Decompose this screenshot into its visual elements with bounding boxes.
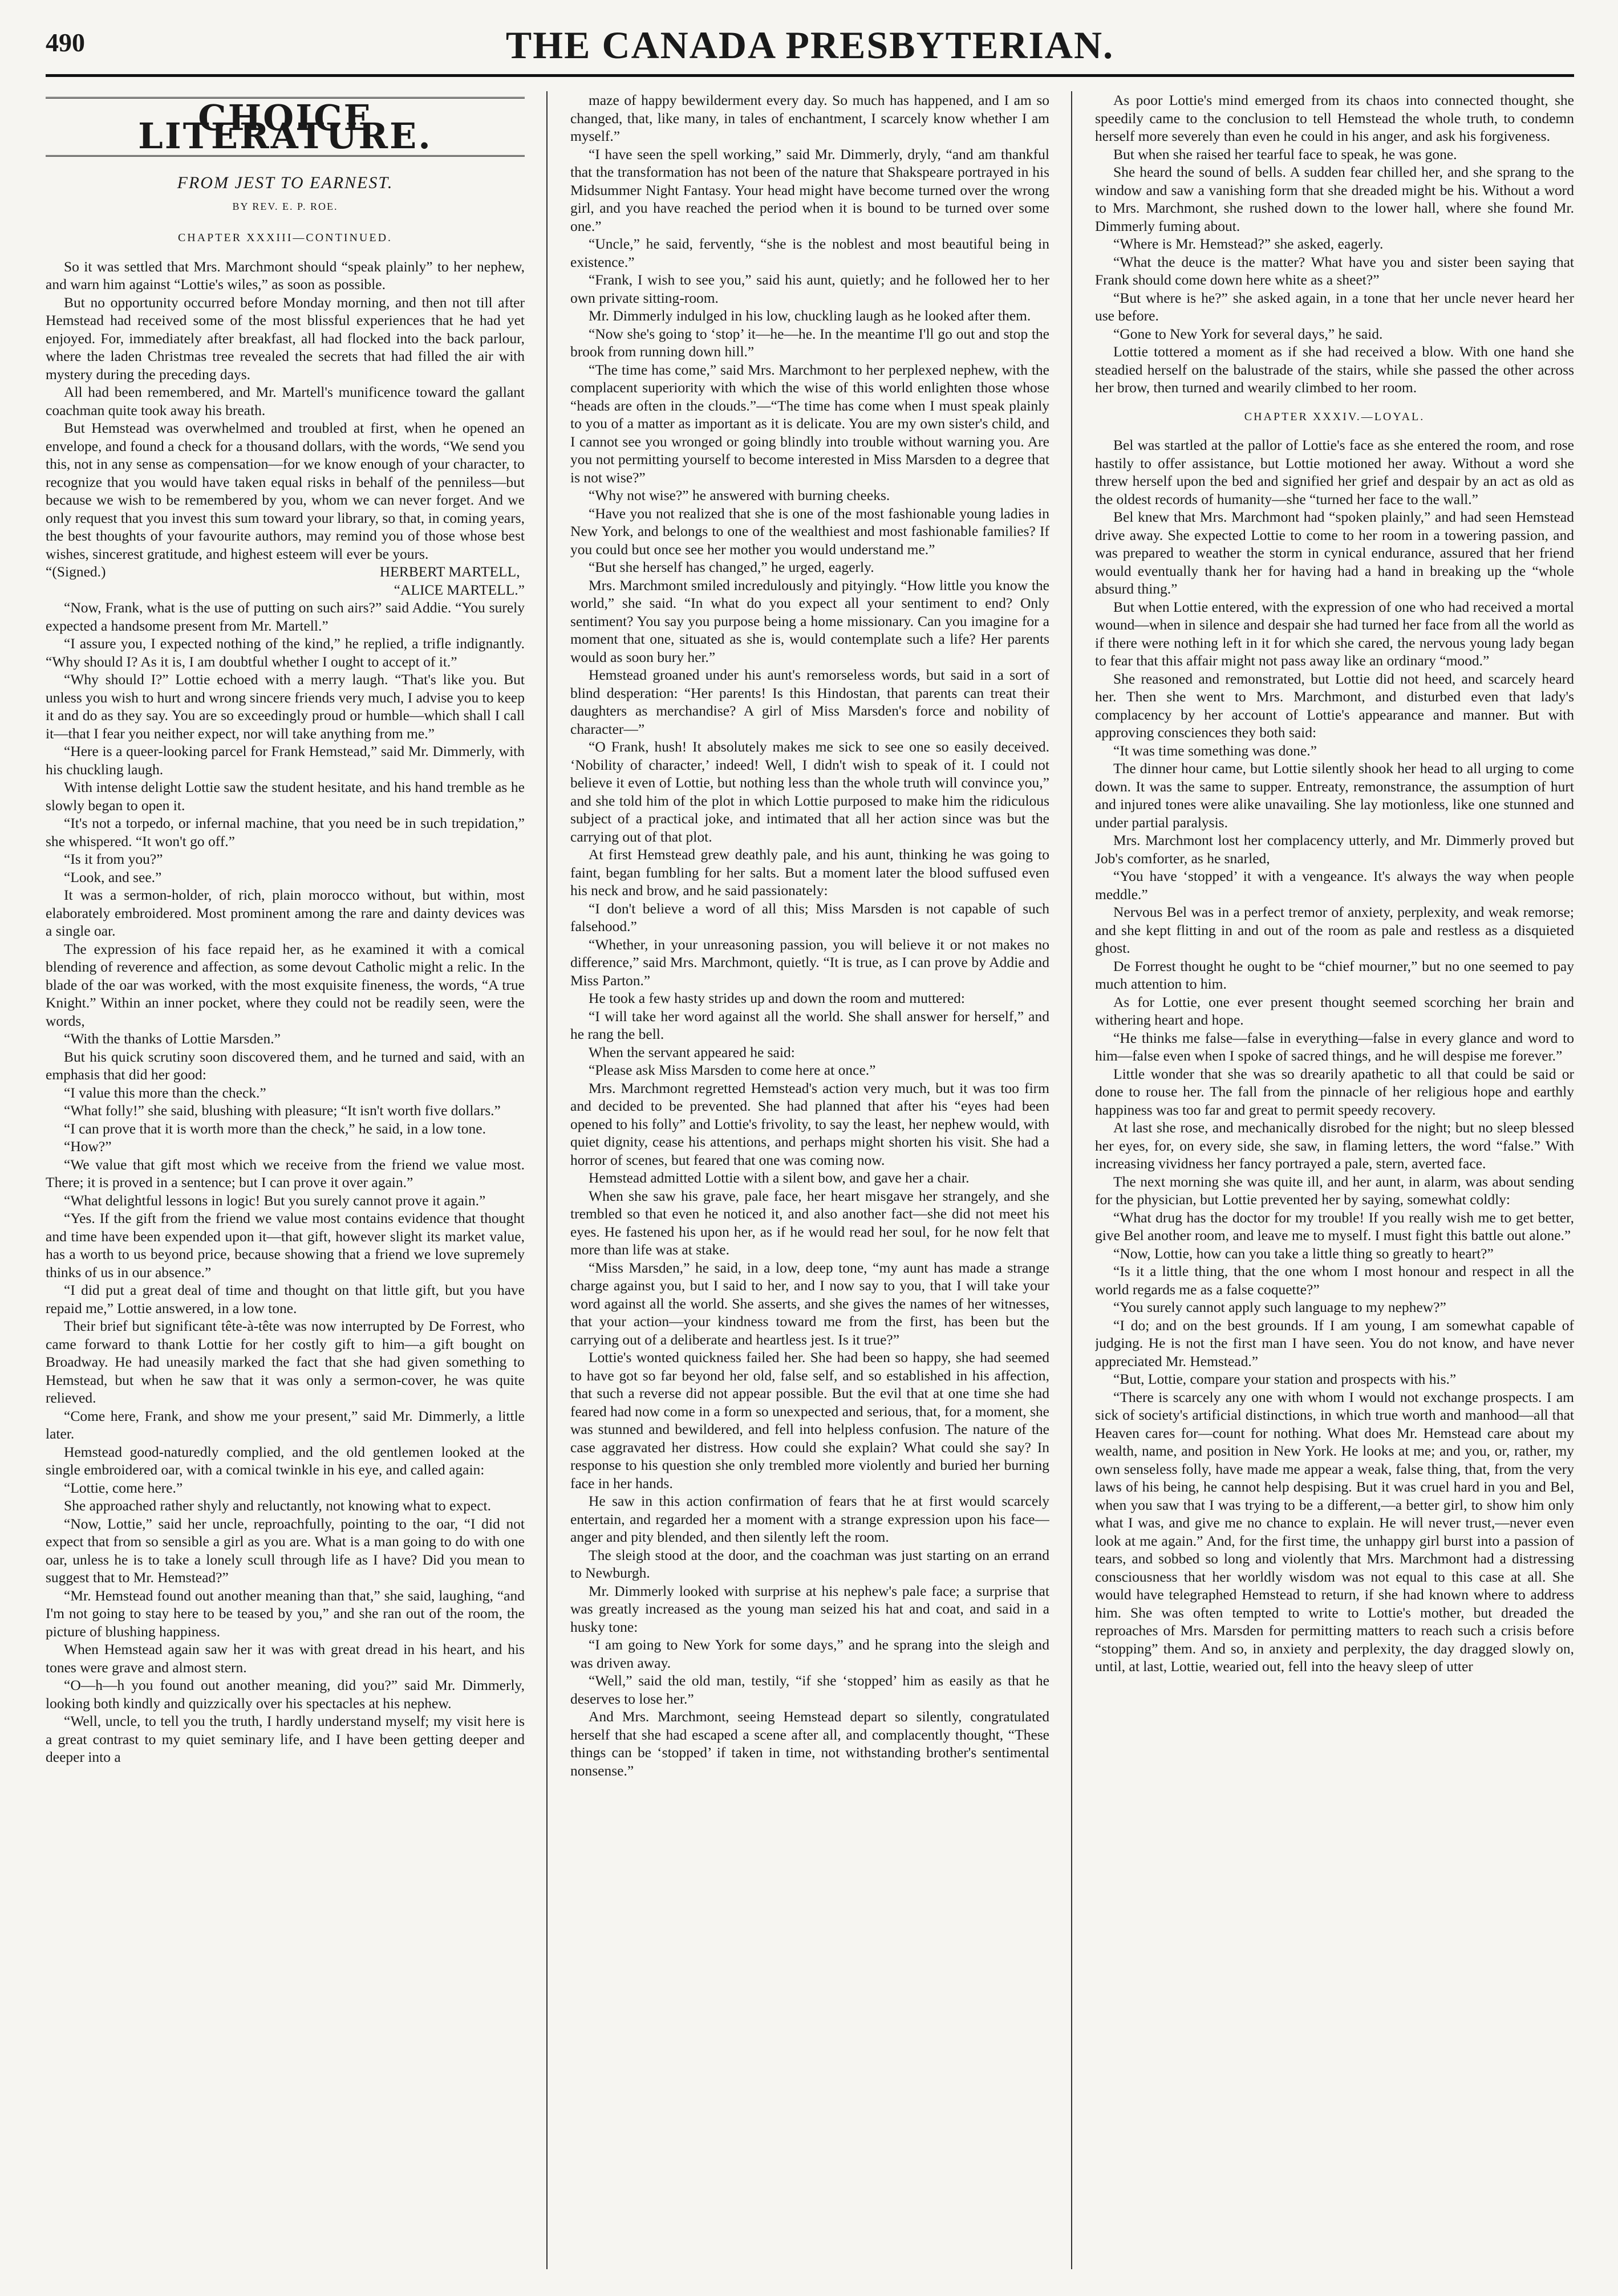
- paragraph: “We value that gift most which we receive from the friend we value most. There; it is proved in a sentence; but I can prove it over again.”: [46, 1156, 525, 1190]
- paragraph: “Gone to New York for several days,” he said.: [1113, 325, 1383, 342]
- paragraph: “It's not a torpedo, or infernal machine, that you need be in such trepidation,” she whispered. “It won't go off.”: [46, 815, 525, 850]
- paragraph: “It was time something was done.”: [1113, 742, 1317, 759]
- paragraph: “But she herself has changed,” he urged, eagerly.: [589, 559, 874, 575]
- paragraph: “Frank, I wish to see you,” said his aunt, quietly; and he followed her to her own private sitting-room.: [570, 271, 1049, 306]
- paragraph: “How?”: [64, 1138, 112, 1155]
- paragraph: “Now, Lottie, how can you take a little thing so greatly to heart?”: [1113, 1245, 1494, 1262]
- paragraph: “Why should I?” Lottie echoed with a merry laugh. “That's like you. But unless you wish to hurt and wrong sincere friends very much, I advise you to keep it and do as they say. You are so exceedingly proud or humble—which shall I call it—that I fear you neither expect, nor will take anything from me.”: [46, 671, 525, 742]
- signature-name-1: HERBERT MARTELL,: [379, 563, 520, 580]
- column-2: [570, 91, 1049, 2269]
- paragraph: “I do; and on the best grounds. If I am young, I am somewhat capable of judging. He is not the first man I have seen. You do not know, and have never appreciated Mr. Hemstead.”: [1095, 1316, 1574, 1370]
- paragraph: “You surely cannot apply such language to my nephew?”: [1113, 1299, 1446, 1315]
- column-1-body: [46, 258, 525, 563]
- paragraph: “Is it a little thing, that the one whom I most honour and respect in all the world regards me as a false coquette?”: [1095, 1263, 1574, 1298]
- paragraph: “With the thanks of Lottie Marsden.”: [64, 1030, 281, 1047]
- paragraph: The sleigh stood at the door, and the coachman was just starting on an errand to Newburgh.: [570, 1546, 1049, 1581]
- paragraph: “Well, uncle, to tell you the truth, I hardly understand myself; my visit here is a great contrast to my quiet seminary life, and I have been getting deeper and deeper into a: [46, 1713, 525, 1765]
- signature-name-2: “ALICE MARTELL.”: [394, 581, 525, 598]
- paragraph: “He thinks me false—false in everything—false in every glance and word to him—false even when I spoke of sacred things, and he will despise me forever.”: [1095, 1029, 1574, 1064]
- paragraph: “Come here, Frank, and show me your present,” said Mr. Dimmerly, a little later.: [46, 1407, 525, 1442]
- paragraph: “Why not wise?” he answered with burning cheeks.: [589, 487, 890, 503]
- paragraph: When the servant appeared he said:: [589, 1043, 795, 1060]
- column-divider: [1071, 91, 1072, 2269]
- paragraph: Hemstead good-naturedly complied, and the old gentlemen looked at the single embroidered oar, with a comical twinkle in his eye, and called again:: [46, 1443, 525, 1478]
- paragraph: Bel knew that Mrs. Marchmont had “spoken plainly,” and had seen Hemstead drive away. She expected Lottie to come to her room in a towering passion, and was prepared to weather the storm in cynical endurance, assured that her friend would eventually thank her for having had a hand in breaking up the “whole absurd thing.”: [1095, 509, 1574, 597]
- paragraph: “What folly!” she said, blushing with pleasure; “It isn't worth five dollars.”: [64, 1102, 501, 1119]
- paragraph: When Hemstead again saw her it was with great dread in his heart, and his tones were grave and almost stern.: [46, 1641, 525, 1676]
- section-header: CHOICE LITERATURE.: [46, 97, 525, 157]
- paragraph: Lottie tottered a moment as if she had received a blow. With one hand she steadied herself on the balustrade of the stairs, while she passed the other across her brow, then turned and wearily climbed to her room.: [1095, 343, 1574, 396]
- paragraph: When she saw his grave, pale face, her heart misgave her strangely, and she trembled so that even he noticed it, and also another fact—she did not meet his eyes. He fastened his upon her, as if he would read her soul, for he now felt that more than life was at stake.: [570, 1187, 1049, 1258]
- paragraph: But no opportunity occurred before Monday morning, and then not till after Hemstead had received some of the most blissful experiences that he had yet enjoyed. For, immediately after breakfast, all had flocked into the back parlour, where the laden Christmas tree revealed the secrets that had filled the air with mystery during the preceding days.: [46, 294, 525, 383]
- paragraph: He saw in this action confirmation of fears that he at first would scarcely entertain, and regarded her a moment with a strange expression upon his face—anger and pity blended, and then silently left the room.: [570, 1493, 1049, 1545]
- paragraph: As poor Lottie's mind emerged from its chaos into connected thought, she speedily came to the conclusion to tell Hemstead the whole truth, to condemn herself more severely than even he could in his anger, and ask his forgiveness.: [1095, 92, 1574, 144]
- paragraph: “I did put a great deal of time and thought on that little gift, but you have repaid me,” Lottie answered, in a low tone.: [46, 1282, 525, 1316]
- paragraph: Mrs. Marchmont smiled incredulously and pityingly. “How little you know the world,” she said. “In what do you expect all your sentiment to end? Only sentiment? You say you purpose being a home missionary. Can you imagine for a moment that one, situated as she is, would contemplate such a life? Her parents would as soon bury her.”: [570, 576, 1049, 665]
- paragraph: “O—h—h you found out another meaning, did you?” said Mr. Dimmerly, looking both kindly and quizzically over his spectacles at his nephew.: [46, 1677, 525, 1712]
- paragraph: “What delightful lessons in logic! But you surely cannot prove it again.”: [64, 1192, 486, 1209]
- paragraph: She heard the sound of bells. A sudden fear chilled her, and she sprang to the window and saw a vanishing form that she dreaded might be his. Without a word to Mrs. Marchmont, she rushed down to the lower hall, where she found Mr. Dimmerly fuming about.: [1095, 164, 1574, 234]
- paragraph: “Well,” said the old man, testily, “if she ‘stopped’ him as easily as that he deserves to lose her.”: [570, 1672, 1049, 1707]
- column-1: [46, 91, 525, 2269]
- paragraph: Lottie's wonted quickness failed her. She had been so happy, she had seemed to have got so far beyond her old, false self, and so established in his affection, that such a reverse did not appear possible. But the evil that at one time she had feared had now come in a form so unexpected and serious, that, for a moment, she was stunned and bewildered, and fell into helpless confusion. The nature of the case aggravated her distress. How could she explain? What could she say? In response to his question she only trembled more violently and buried her burning face in her hands.: [570, 1349, 1049, 1492]
- paragraph: “Have you not realized that she is one of the most fashionable young ladies in New York, and belongs to one of the wealthiest and most fashionable families? If you could but once see her mother you would understand me.”: [570, 505, 1049, 558]
- paragraph: “Miss Marsden,” he said, in a low, deep tone, “my aunt has made a strange charge against you, but I said to her, and I now say to you, that I will take your word against all the world. She asserts, and she gives the names of her witnesses, that your action—your kindness toward me from the first, has been but the carrying out of a deliberate and heartless jest. Is it true?”: [570, 1259, 1049, 1348]
- paragraph: “Now, Lottie,” said her uncle, reproachfully, pointing to the oar, “I did not expect that from so sensible a girl as you are. What is a man going to do with one oar, unless he is to take a lonely scull through life as I have? Did you mean to suggest that to Mr. Hemstead?”: [46, 1515, 525, 1586]
- paragraph: So it was settled that Mrs. Marchmont should “speak plainly” to her nephew, and warn him against “Lottie's wiles,” as soon as possible.: [46, 258, 525, 292]
- paragraph: “There is scarcely any one with whom I would not exchange prospects. I am sick of society's artificial distinctions, in which true worth and manhood—all that Heaven cares for—count for nothing. What does Mr. Hemstead care about my wealth, name, and position in New York. He looks at me; and you, or, rather, my own senseless folly, have made me appear a weak, false thing, that, from the very laws of his being, he cannot help despising. But it was cruel hard in you and Bel, when you saw that I was trying to be a different,—a better girl, to show him only what I was, and give me no chance to explain. He will never trust,—never even look at me again.” And, for the first time, the unhappy girl burst into a passion of tears, and sobbed so long and violently that Mrs. Marchmont had a distressing consciousness that her worldly wisdom was not equal to this case at all. She would have telegraphed Hemstead to return, if she had known where to address him. She was often tempted to write to Lottie's mother, but dreaded the reproaches of Mrs. Marsden for permitting matters to reach such a crisis before “stopping” them. And so, in anxiety and perplexity, the day dragged slowly on, until, at last, Lottie, wearied out, fell into the heavy sleep of utter: [1095, 1388, 1574, 1675]
- paragraph: “Lottie, come here.”: [64, 1479, 183, 1496]
- paragraph: The dinner hour came, but Lottie silently shook her head to all urging to come down. It was the same to supper. Entreaty, remonstrance, the assumption of hurt and injured tones were alike unavailing. She lay motionless, like one stunned and under partial paralysis.: [1095, 760, 1574, 831]
- column-3-body-continued: [1095, 436, 1574, 1676]
- paragraph: But Hemstead was overwhelmed and troubled at first, when he opened an envelope, and found a check for a thousand dollars, with the words, “We send you this, not in any sense as compensation—for we know enough of your character, to recognize that you would have taken equal risks in behalf of the penniless—but because we wish to be remembered by you, whom we can never forget. And we only request that you invest this sum toward your library, so that, in coming years, the best thoughts of your favourite authors, may remind you of those whose best wishes, sincerest gratitude, and highest esteem will ever be yours.: [46, 420, 525, 562]
- paragraph: He took a few hasty strides up and down the room and muttered:: [589, 990, 966, 1006]
- paragraph: “I value this more than the check.”: [64, 1084, 266, 1101]
- paragraph: “What drug has the doctor for my trouble! If you really wish me to get better, give Bel another room, and leave me to myself. I must fight this battle out alone.”: [1095, 1209, 1574, 1244]
- paragraph: Mr. Dimmerly indulged in his low, chuckling laugh as he looked after them.: [589, 307, 1031, 324]
- paragraph: “Now, Frank, what is the use of putting on such airs?” said Addie. “You surely expected a handsome present from Mr. Martell.”: [46, 599, 525, 634]
- paragraph: Mr. Dimmerly looked with surprise at his nephew's pale face; a surprise that was greatly increased as the young man seized his hat and coat, and said in a husky tone:: [570, 1582, 1049, 1635]
- paragraph: Little wonder that she was so drearily apathetic to all that could be said or done to rouse her. The fall from the pinnacle of her religious hope and earthly happiness was too far and great to permit speedy recovery.: [1095, 1065, 1574, 1118]
- paragraph: She approached rather shyly and reluctantly, not knowing what to expect.: [64, 1497, 491, 1514]
- page-header: [46, 23, 1574, 77]
- paragraph: “Uncle,” he said, fervently, “she is the noblest and most beautiful being in existence.”: [570, 235, 1049, 270]
- paragraph: “O Frank, hush! It absolutely makes me sick to see one so easily deceived. ‘Nobility of character,’ indeed! Well, I didn't wish to speak of it. I could not believe it even of Lottie, but nothing less than the whole truth will convince you,” and she told him of the plot in which Lottie purposed to make him the ridiculous subject of a practical joke, and intimated that all her action since was but the carrying out of that plot.: [570, 738, 1049, 845]
- paragraph: “The time has come,” said Mrs. Marchmont to her perplexed nephew, with the complacent superiority with which the wise of this world enlighten those whose “heads are often in the clouds.”—“The time has come when I must speak plainly to you of a matter as important as it is delicate. You are my own sister's child, and I cannot see you wronged or going blindly into trouble without warning you. Are you not permitting yourself to become interested in Miss Marsden to a degree that is not wise?”: [570, 361, 1049, 486]
- journal-title: THE CANADA PRESBYTERIAN.: [505, 23, 1114, 67]
- paragraph: “But where is he?” she asked again, in a tone that her uncle never heard her use before.: [1095, 289, 1574, 324]
- byline: BY REV. E. P. ROE.: [232, 200, 338, 212]
- paragraph: “Yes. If the gift from the friend we value most contains evidence that thought and time have been expended upon it—that gift, however slight its market value, has a worth to us beyond price, because showing that a friend we love supremely thinks of us in our absence.”: [46, 1210, 525, 1281]
- chapter-heading: CHAPTER XXXIV.—LOYAL.: [1244, 410, 1425, 423]
- column-3: [1095, 91, 1574, 2269]
- paragraph: All had been remembered, and Mr. Martell's munificence toward the gallant coachman quite took away his breath.: [46, 384, 525, 418]
- paragraph: It was a sermon-holder, of rich, plain morocco without, but within, most elaborately embroidered. Most prominent among the rare and dainty devices was a single oar.: [46, 887, 525, 939]
- page-number: 490: [46, 28, 85, 57]
- paragraph: Hemstead admitted Lottie with a silent bow, and gave her a chair.: [589, 1169, 970, 1186]
- paragraph: With intense delight Lottie saw the student hesitate, and his hand tremble as he slowly began to open it.: [46, 779, 525, 814]
- paragraph: De Forrest thought he ought to be “chief mourner,” but no one seemed to pay much attention to him.: [1095, 957, 1574, 992]
- paragraph: “You have ‘stopped’ it with a vengeance. It's always the way when people meddle.”: [1095, 868, 1574, 903]
- paragraph: Mrs. Marchmont regretted Hemstead's action very much, but it was too firm and decided to be prevented. She had planned that after his “eyes had been opened to his folly” and Lottie's frivolity, to say the least, her nephew would, with quiet dignity, cease his attentions, and perhaps might shorten his visit. She had a horror of scenes, but feared that one was coming now.: [570, 1079, 1049, 1168]
- paragraph: “Mr. Hemstead found out another meaning than that,” she said, laughing, “and I'm not going to stay here to be teased by you,” and she ran out of the room, the picture of blushing happiness.: [46, 1587, 525, 1640]
- paragraph: “I don't believe a word of all this; Miss Marsden is not capable of such falsehood.”: [570, 900, 1049, 934]
- paragraph: Their brief but significant tête-à-tête was now interrupted by De Forrest, who came forward to thank Lottie for her costly gift to him—a gift bought on Broadway. He had uneasily marked the fact that she had given something to Hemstead, but when he saw that it was only a sermon-cover, he was quite relieved.: [46, 1318, 525, 1406]
- paragraph: And Mrs. Marchmont, seeing Hemstead depart so silently, congratulated herself that she had escaped a scene after all, and complacently thought, “These things can be ‘stopped’ if taken in time, not withstanding brother's sentimental nonsense.”: [570, 1708, 1049, 1779]
- paragraph: “Whether, in your unreasoning passion, you will believe it or not makes no difference,” said Mrs. Marchmont, quietly. “It is true, as I can prove by Addie and Miss Parton.”: [570, 936, 1049, 989]
- chapter-heading: CHAPTER XXXIII—CONTINUED.: [177, 231, 393, 244]
- paragraph: maze of happy bewilderment every day. So much has happened, and I am so changed, that, like many, in tales of enchantment, I scarcely know whether I am myself.”: [570, 92, 1049, 144]
- paragraph: But when Lottie entered, with the expression of one who had received a mortal wound—when in silence and despair she had turned her face from all the world as if there were nothing left in it for which she cared, the nervous young lady began to fear that this affair might not pass away like an ordinary “mood.”: [1095, 598, 1574, 669]
- paragraph: The next morning she was quite ill, and her aunt, in alarm, was about sending for the physician, but Lottie prevented her by saying, somewhat coldly:: [1095, 1173, 1574, 1208]
- paragraph: At last she rose, and mechanically disrobed for the night; but no sleep blessed her eyes, for, on every side, she saw, in flaming letters, the word “false.” With increasing vividness her fancy portrayed a pale, stern, averted face.: [1095, 1119, 1574, 1172]
- column-1-body-continued: [46, 599, 525, 1766]
- paragraph: “Now she's going to ‘stop’ it—he—he. In the meantime I'll go out and stop the brook from running down hill.”: [570, 325, 1049, 360]
- story-title: FROM JEST TO EARNEST.: [177, 173, 394, 192]
- paragraph: “Please ask Miss Marsden to come here at once.”: [589, 1062, 876, 1078]
- column-3-body: [1095, 91, 1574, 397]
- paragraph: But when she raised her tearful face to speak, he was gone.: [1113, 145, 1457, 162]
- paragraph: “Here is a queer-looking parcel for Frank Hemstead,” said Mr. Dimmerly, with his chuckling laugh.: [46, 743, 525, 778]
- paragraph: Bel was startled at the pallor of Lottie's face as she entered the room, and rose hastily to offer assistance, but Lottie motioned her away. Without a word she threw herself upon the bed and signified her grief and despair by an act as old as the oldest records of humanity—she “turned her face to the wall.”: [1095, 437, 1574, 507]
- paragraph: “I can prove that it is worth more than the check,” he said, in a low tone.: [64, 1120, 486, 1137]
- paragraph: As for Lottie, one ever present thought seemed scorching her brain and withering heart and hope.: [1095, 993, 1574, 1028]
- paragraph: “Where is Mr. Hemstead?” she asked, eagerly.: [1113, 235, 1384, 252]
- signature: [46, 563, 525, 581]
- paragraph: “I assure you, I expected nothing of the kind,” he replied, a trifle indignantly. “Why should I? As it is, I am doubtful whether I ought to accept of it.”: [46, 635, 525, 670]
- column-2-body: [570, 91, 1049, 1779]
- paragraph: “I have seen the spell working,” said Mr. Dimmerly, dryly, “and am thankful that the transformation has not been of the nature that Shakspeare portrayed in his Midsummer Night Fantasy. Your head might have become turned over the wrong girl, and you have reached the period when it is bound to be turned over some one.”: [570, 145, 1049, 234]
- column-divider: [546, 91, 548, 2269]
- paragraph: “I am going to New York for some days,” and he sprang into the sleigh and was driven away.: [570, 1636, 1049, 1671]
- paragraph: Mrs. Marchmont lost her complacency utterly, and Mr. Dimmerly proved but Job's comforter, as he snarled,: [1095, 832, 1574, 867]
- paragraph: “Look, and see.”: [64, 868, 162, 885]
- paragraph: “Is it from you?”: [64, 851, 163, 867]
- paragraph: But his quick scrutiny soon discovered them, and he turned and said, with an emphasis that did her good:: [46, 1048, 525, 1083]
- paragraph: She reasoned and remonstrated, but Lottie did not heed, and scarcely heard her. Then she went to Mrs. Marchmont, and disturbed even that lady's complacency by her account of Lottie's appearance and manner. But with approving consciences they both said:: [1095, 670, 1574, 741]
- paragraph: At first Hemstead grew deathly pale, and his aunt, thinking he was going to faint, began fumbling for her salts. But a moment later the blood suffused even his neck and brow, and he said passionately:: [570, 846, 1049, 899]
- paragraph: The expression of his face repaid her, as he examined it with a comical blending of reverence and affection, as some devout Catholic might a relic. In the blade of the oar was worked, with the most exquisite fineness, the words, “A true Knight.” Within an inner pocket, where they could not be readily seen, were the words,: [46, 940, 525, 1029]
- paragraph: Nervous Bel was in a perfect tremor of anxiety, perplexity, and weak remorse; and she kept flitting in and out of the room as pale and restless as a disquieted ghost.: [1095, 904, 1574, 956]
- signature-signed: “(Signed.): [46, 563, 106, 580]
- paragraph: “What the deuce is the matter? What have you and sister been saying that Frank should come down here white as a sheet?”: [1095, 253, 1574, 288]
- paragraph: “I will take her word against all the world. She shall answer for herself,” and he rang the bell.: [570, 1007, 1049, 1042]
- paragraph: Hemstead groaned under his aunt's remorseless words, but said in a sort of blind desperation: “Her parents! Is this Hindostan, that parents can treat their daughters as merchandise? A girl of Miss Marsden's force and nobility of character—”: [570, 667, 1049, 737]
- paragraph: “But, Lottie, compare your station and prospects with his.”: [1113, 1371, 1457, 1387]
